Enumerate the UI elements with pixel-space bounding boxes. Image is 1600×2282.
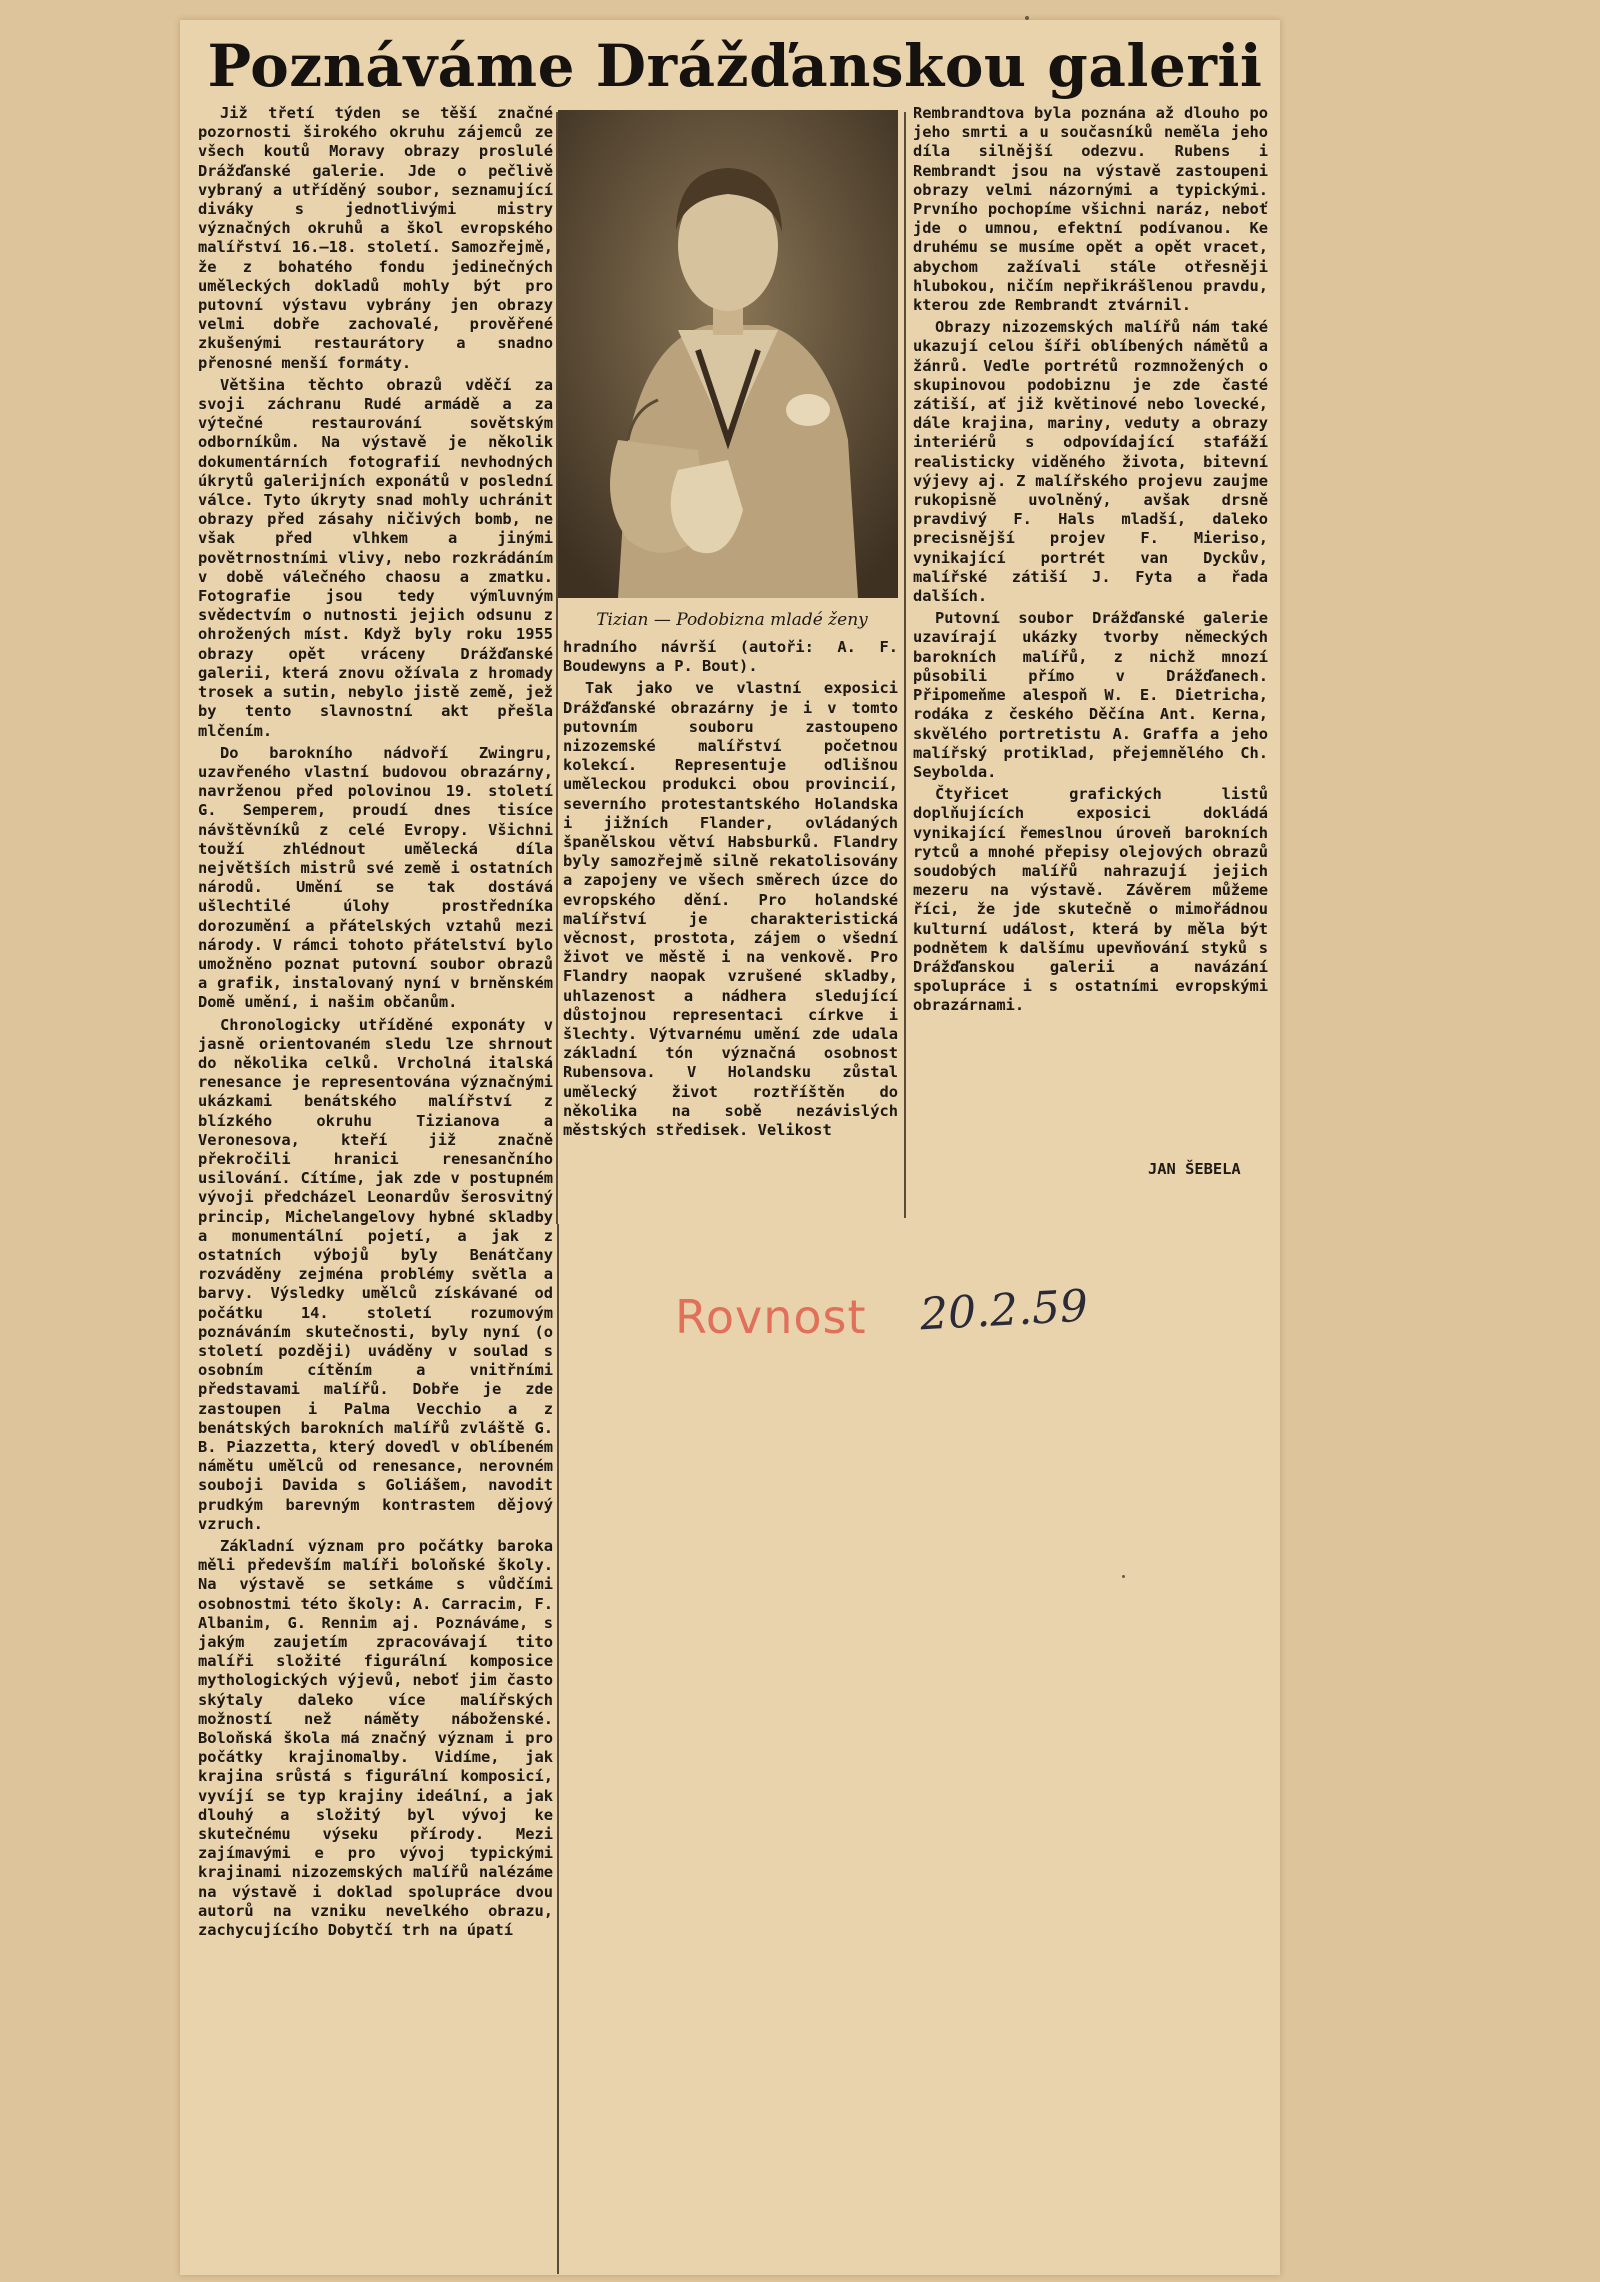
article: [190, 28, 1280, 2276]
paragraph: Obrazy nizozemských malířů nám také ukazují celou šíři oblíbených námětů a žánrů. Vedle portrétů rozmnožených o skupinovou podobiznu je zde časté zátiší, ať již květinové nebo lovecké, dále krajina, mariny, veduty a obrazy interiérů s odpovídající stafáží realisticky viděného života, bitevní výjevy aj. Z malířského projevu zaujme rukopisně uvolněný, avšak drsně pravdivý F. Hals mladší, daleko precisnější projev F. Mieriso, vynikající portrét van Dyckův, malířské zátiší J. Fyta a řada dalších.: [913, 318, 1268, 606]
article-column-3: [913, 104, 1268, 1214]
portrait-photo: [558, 110, 898, 598]
author-signature: JAN ŠEBELA: [1148, 1160, 1241, 1178]
paper-speck: [1025, 16, 1029, 20]
column-rule: [557, 1224, 559, 2274]
article-column-2: [563, 638, 898, 1203]
paragraph: Chronologicky utříděné exponáty v jasně orientovaném sledu lze shrnout do několika celků. Vrcholná italská renesance je representována význačnými ukázkami benátského malířství z blízkého okruhu Tizianova a Veronesova, kteří již značně překročili hranici renesančního usilování. Cítíme, jak zde v postupném vývoji předcházel Leonardův šerosvitný princip, Michelangelovy hybné skladby a monumentální pojetí, a jak z ostatních výbojů byly Benátčany rozváděny zejména problémy světla a barvy. Výsledky umělců získávané od počátku 14. století rozumovým poznáváním skutečnosti, byly nyní (o století později) uváděny v soulad s osobním cítěním a vnitřními představami malířů. Dobře je zde zastoupen i Palma Vecchio a z benátských barokních malířů zvláště G. B. Piazzetta, který dovedl v oblíbeném námětu umělců od renesance, nerovném souboji Davida s Goliášem, navodit prudkým barevným kontrastem dějový vzruch.: [198, 1015, 553, 1533]
article-column-1: [198, 104, 553, 2254]
paragraph: Čtyřicet grafických listů doplňujících exposici dokládá vynikající řemeslnou úroveň barokních rytců a mnohé přepisy olejových obrazů soudobých malířů nahrazují jejich mezeru na výstavě. Závěrem můžeme říci, že jde skutečně o mimořádnou kulturní událost, která by měla být podnětem k dalšímu upevňování styků s Drážďanskou galerii a navázání spolupráce i s ostatními evropskými obrazárnami.: [913, 785, 1268, 1015]
portrait-image: [558, 110, 898, 598]
paragraph: Většina těchto obrazů vděčí za svoji záchranu Rudé armádě a za výtečné restaurování sovětským odborníkům. Na výstavě je několik dokumentárních fotografií nevhodných úkrytů galerijních exponátů v poslední válce. Tyto úkryty snad mohly uchránit obrazy před zásahy ničivých bomb, ne však před vlhkem a jinými povětrnostními vlivy, nebo rozkrádáním v době válečného chaosu a zmatku. Fotografie jsou tedy výmluvným svědectvím o nutnosti jejich odsunu z ohrožených míst. Když byly roku 1955 obrazy opět vráceny Drážďanské galerii, která znovu ožívala z hromady trosek a sutin, nebylo jistě země, jež by tento slavnostní akt přešla mlčením.: [198, 375, 553, 740]
photo-caption: Tizian — Podobizna mladé ženy: [596, 610, 868, 630]
paragraph: Putovní soubor Drážďanské galerie uzavírají ukázky tvorby německých barokních malířů, z nichž mnozí působili přímo v Drážďanech. Připomeňme alespoň W. E. Dietricha, rodáka z českého Děčína Ant. Kerna, skvělého portretistu A. Graffa a jeho malířský protiklad, přejemnělého Ch. Seybolda.: [913, 609, 1268, 781]
paragraph: hradního návrší (autoři: A. F. Boudewyns a P. Bout).: [563, 638, 898, 676]
handwritten-date: 20.2.59: [918, 1280, 1090, 1341]
paragraph: Do barokního nádvoří Zwingru, uzavřeného vlastní budovou obrazárny, navrženou před polovinou 19. století G. Semperem, proudí dnes tisíce návštěvníků z celé Evropy. Všichni touží zhlédnout umělecká díla největších mistrů své země i ostatních národů. Umění se tak dostává ušlechtilé úlohy prostředníka dorozumění a přátelských vztahů mezi národy. V rámci tohoto přátelství bylo umožněno poznat putovní soubor obrazů a grafik, instalovaný nyní v brněnském Domě umění, i našim občanům.: [198, 743, 553, 1012]
column-rule: [904, 112, 906, 1218]
paragraph: Základní význam pro počátky baroka měli především malíři boloňské školy. Na výstavě se setkáme s vůdčími osobnostmi této školy: A. Carracim, F. Albanim, G. Rennim aj. Poznáváme, s jakým zaujetím zpracovávají tito malíři složité figurální komposice mythologických výjevů, neboť jim často skýtaly daleko více malířských možností než náměty náboženské. Boloňská škola má značný význam i pro počátky krajinomalby. Vidíme, jak krajina srůstá s figurální komposicí, vyvíjí se typ krajiny ideální, a jak dlouhý a složitý byl vývoj ke skutečnému výseku přírody. Mezi zajímavými e pro vývoj typickými krajinami nizozemských malířů nalézáme na výstavě i doklad spolupráce dvou autorů na vzniku nevelkého obrazu, zachycujícího Dobytčí trh na úpatí: [198, 1537, 553, 1940]
paragraph: Rembrandtova byla poznána až dlouho po jeho smrti a u současníků neměla jeho díla silnější odezvu. Rubens i Rembrandt jsou na výstavě zastoupeni obrazy velmi názornými a typickými. Prvního pochopíme všichni naráz, neboť jde o umnou, efektní podívanou. Ke druhému se musíme opět a opět vracet, abychom zažívali stále otřesněji hlubokou, ničím nepřikrášlenou pravdu, kterou zde Rembrandt ztvárnil.: [913, 104, 1268, 315]
paragraph: Již třetí týden se těší značné pozornosti širokého okruhu zájemců ze všech koutů Moravy obrazy proslulé Drážďanské galerie. Jde o pečlivě vybraný a utříděný soubor, seznamující diváky s jednotlivými mistry význačných okruhů a škol evropského malířství 16.—18. století. Samozřejmě, že z bohatého fondu jedinečných uměleckých dokladů mohly být pro putovní výstavu vybrány jen obrazy velmi dobře zachovalé, prověřené zkušenými restaurátory a snadno přenosné menší formáty.: [198, 104, 553, 372]
paper-speck: [1122, 1575, 1125, 1578]
publication-stamp: Rovnost: [675, 1290, 867, 1344]
paragraph: Tak jako ve vlastní exposici Drážďanské obrazárny je i v tomto putovním souboru zastoupeno nizozemské malířství početnou kolekcí. Representuje odlišnou uměleckou produkci obou provincií, severního protestantského Holandska i jižních Flander, ovládaných španělskou větví Habsburků. Flandry byly samozřejmě silně rekatolisovány a zapojeny ve všech směrech úzce do evropského dění. Pro holandské malířství je charakteristická věcnost, prostota, zájem o všední život ve městě i na venkově. Pro Flandry naopak vzrušené skladby, uhlazenost a nádhera sledující důstojnou representaci církve i šlechty. Výtvarnému umění zde udala základní tón význačná osobnost Rubensova. V Holandsku zůstal umělecký život roztříštěn do několika na sobě nezávislých městských středisek. Velikost: [563, 679, 898, 1140]
headline: Poznáváme Drážďanskou galerii: [207, 32, 1263, 100]
